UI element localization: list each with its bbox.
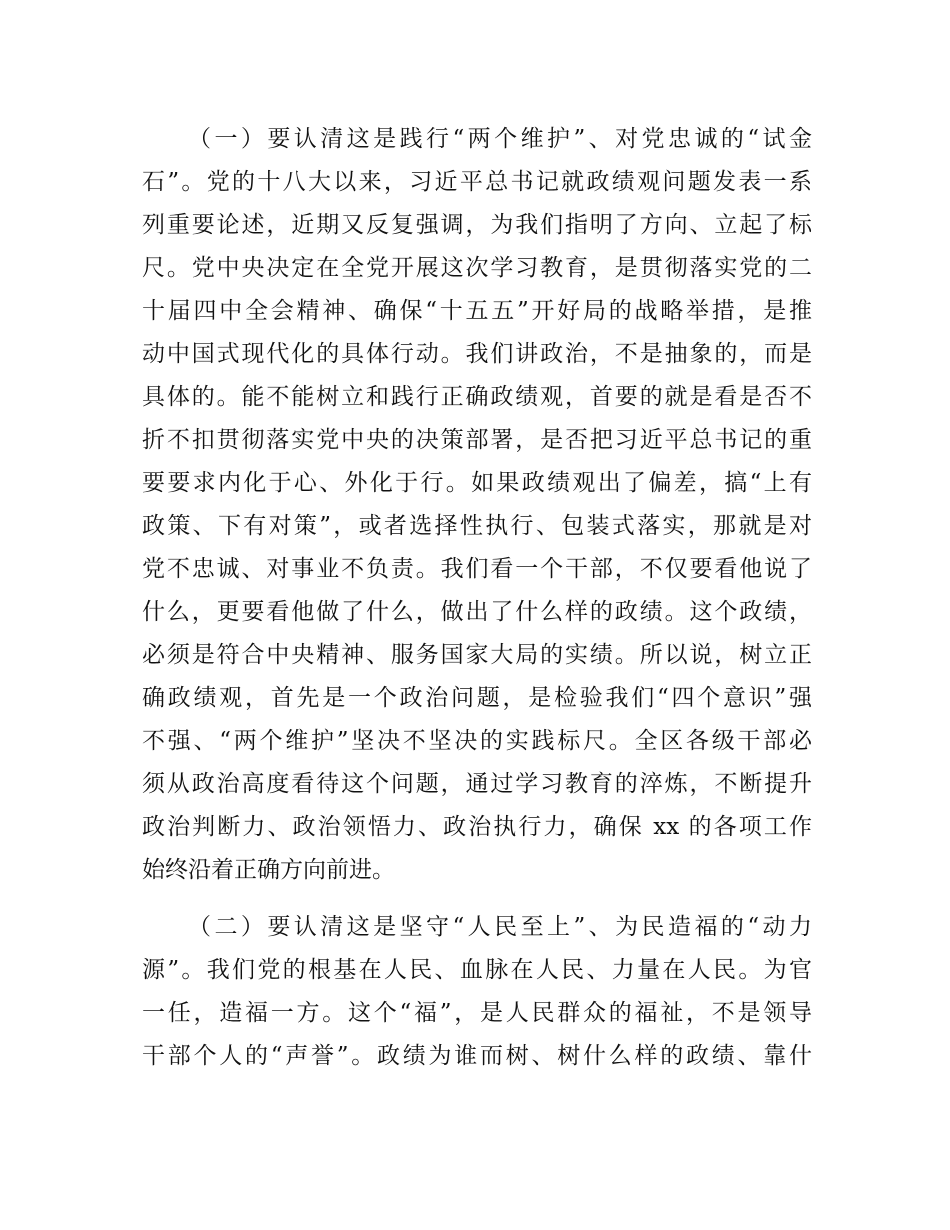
paragraph-line: 列重要论述，近期又反复强调，为我们指明了方向、立起了标 [142, 212, 812, 238]
paragraph-line: （二）要认清这是坚守“人民至上”、为民造福的“动力 [188, 914, 812, 940]
paragraph-line: 要要求内化于心、外化于行。如果政绩观出了偏差，搞“上有 [142, 470, 812, 496]
paragraph-line: 确政绩观，首先是一个政治问题，是检验我们“四个意识”强 [142, 685, 812, 711]
paragraph-line: 始终沿着正确方向前进。 [142, 857, 395, 883]
paragraph-line: 折不扣贯彻落实党中央的决策部署，是否把习近平总书记的重 [142, 427, 812, 453]
paragraph-line: 源”。我们党的根基在人民、血脉在人民、力量在人民。为官 [142, 957, 812, 983]
paragraph-line: 尺。党中央决定在全党开展这次学习教育，是贯彻落实党的二 [142, 255, 812, 281]
paragraph-line: 政策、下有对策”，或者选择性执行、包装式落实，那就是对 [142, 513, 812, 539]
paragraph-line: 什么，更要看他做了什么，做出了什么样的政绩。这个政绩， [142, 599, 812, 625]
paragraph-line: 必须是符合中央精神、服务国家大局的实绩。所以说，树立正 [142, 642, 812, 668]
paragraph-1 [142, 118, 812, 892]
paragraph-line: 具体的。能不能树立和践行正确政绩观，首要的就是看是否不 [142, 384, 812, 410]
paragraph-line: 政治判断力、政治领悟力、政治执行力，确保 xx 的各项工作 [142, 814, 812, 840]
paragraph-line: 党不忠诚、对事业不负责。我们看一个干部，不仅要看他说了 [142, 556, 812, 582]
paragraph-line: 干部个人的“声誉”。政绩为谁而树、树什么样的政绩、靠什 [142, 1043, 812, 1069]
paragraph-line: 石”。党的十八大以来，习近平总书记就政绩观问题发表一系 [142, 169, 812, 195]
paragraph-line: 不强、“两个维护”坚决不坚决的实践标尺。全区各级干部必 [142, 728, 812, 754]
paragraph-line: 须从政治高度看待这个问题，通过学习教育的淬炼，不断提升 [142, 771, 812, 797]
paragraph-2 [142, 906, 812, 1078]
paragraph-line: 一任，造福一方。这个“福”，是人民群众的福祉，不是领导 [142, 1000, 812, 1026]
paragraph-line: 动中国式现代化的具体行动。我们讲政治，不是抽象的，而是 [142, 341, 812, 367]
paragraph-line: 十届四中全会精神、确保“十五五”开好局的战略举措，是推 [142, 298, 812, 324]
paragraph-line: （一）要认清这是践行“两个维护”、对党忠诚的“试金 [188, 126, 812, 152]
